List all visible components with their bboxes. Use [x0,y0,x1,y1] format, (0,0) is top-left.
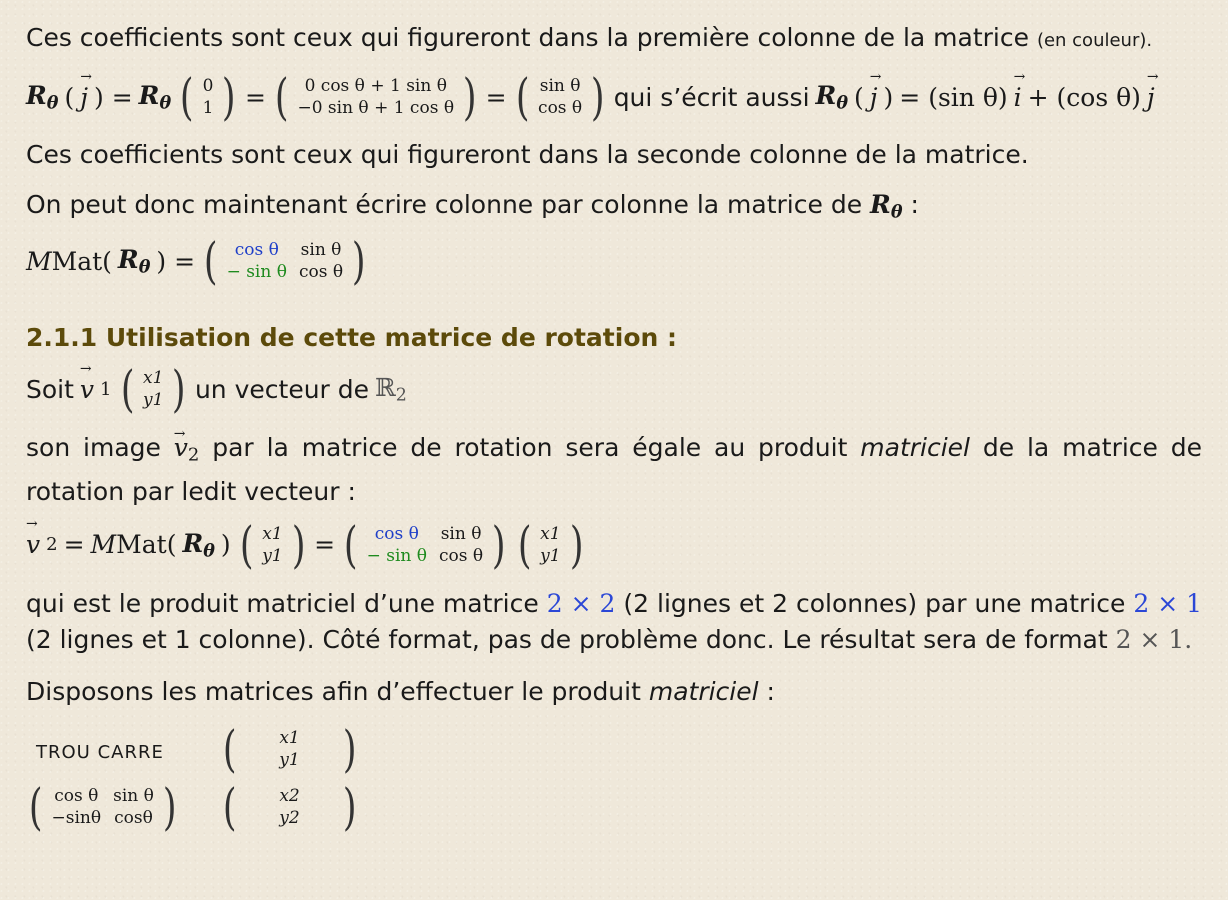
rotation-symbol: $R_\theta$ [26,80,59,114]
section-heading: 2.1.1 Utilisation de cette matrice de rotation : [26,323,678,353]
paragraph-second-column: Ces coefficients sont ceux qui figureront dans la seconde colonne de la matrice. [26,140,1029,169]
connector-text: qui s’écrit aussi [613,82,810,112]
text: Ces coefficients sont ceux qui figureront dans la première colonne de la matrice [26,23,1029,52]
paragraph-dispose: Disposons les matrices afin d’effectuer le produit matriciel : [26,676,775,706]
paragraph-image: son image → $v_2$ par la matrice de rotation sera égale au produit matriciel de la matrice de rotation par ledit vecteur : [26,430,1202,510]
matrix-definition: MMat( $R_\theta$ ) = ( cos θ sin θ − sin θ cos θ ) [26,232,1202,290]
placeholder-trou-carre: TROU CARRE [36,741,164,763]
equation-rotation-j: $R_\theta$ ( → j ) = $R_\theta$ ( 0 1 ) = ( 0 cos θ + 1 sin θ −0 sin θ + 1 cos θ ) = ( sin θ cos θ ) qui s’écrit aussi $R_\theta$ ( → j ) = (sin θ) → i + (cos θ) → j [26,67,1202,127]
vector-j: → j [80,83,88,112]
soit-line: Soit → v 1 ( x1 y1 ) un vecteur de ℝ$_2$ [26,360,1202,418]
note: (en couleur). [1036,30,1153,51]
bottom-rotation-matrix: ( cos θ sin θ −sinθ cosθ ) [28,777,177,836]
column-vector-0-1: ( 0 1 ) [180,68,237,126]
matrix-layout-block [26,719,1202,850]
equation-product: → v 2 = MMat( $R_\theta$ ) ( x1 y1 ) = ( cos θ sin θ − sin θ cos θ ) ( x1 y1 ) [26,516,1202,574]
top-column-vector: ( x1 y1 ) [222,719,357,778]
vector-i: → i [1014,83,1022,112]
result-matrix: ( sin θ cos θ ) [515,68,605,126]
paragraph-first-column [26,20,1202,59]
rhs-cos: + (cos θ) [1027,82,1141,112]
paragraph-write-matrix: On peut donc maintenant écrire colonne par colonne la matrice de $R_\theta$ : [26,190,919,223]
expanded-matrix: ( 0 cos θ + 1 sin θ −0 sin θ + 1 cos θ ) [274,68,477,126]
paragraph-format: qui est le produit matriciel d’une matrice 2 × 2 (2 lignes et 2 colonnes) par une matrice 2 × 1 (2 lignes et 1 colonne). Côté format, pas de problème donc. Le résultat sera de format 2 × 1. [26,588,1203,654]
rhs-sin: = (sin θ) [899,82,1008,112]
result-column-vector: ( x2 y2 ) [222,777,357,836]
rotation-matrix: ( cos θ sin θ − sin θ cos θ ) [203,232,366,291]
